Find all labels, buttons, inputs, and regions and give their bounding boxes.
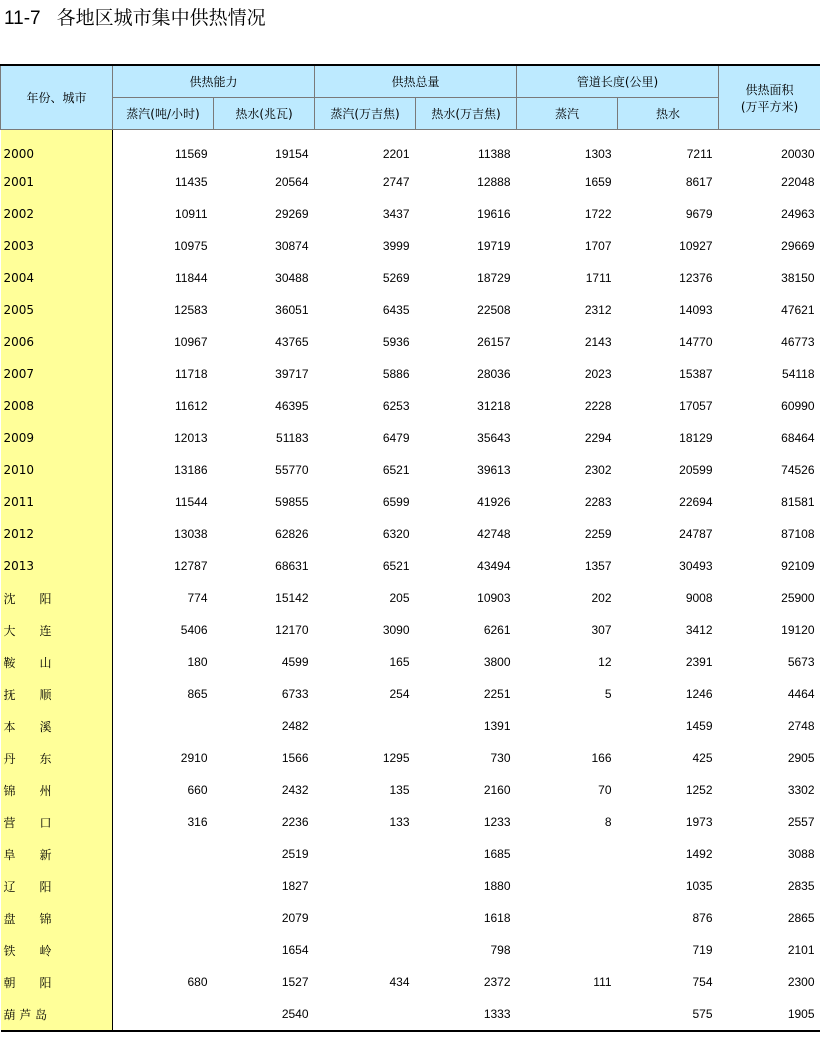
table-cell: 20564: [275, 175, 309, 189]
row-label: 2004: [1, 262, 113, 294]
table-cell: 133: [389, 815, 410, 829]
table-cell: 2905: [787, 751, 815, 765]
table-row: [1, 902, 820, 934]
table-cell: 24963: [781, 207, 815, 221]
table-row: [1, 390, 820, 422]
table-row: [1, 130, 820, 167]
table-cell: 307: [591, 623, 612, 637]
table-cell: 12376: [679, 271, 713, 285]
table-cell: 39717: [275, 367, 309, 381]
table-cell: 68464: [781, 431, 815, 445]
table-cell: 316: [187, 815, 208, 829]
table-cell: 254: [389, 687, 410, 701]
table-cell: 11844: [175, 271, 208, 285]
row-label: 丹 东: [1, 742, 113, 774]
table-row: [1, 742, 820, 774]
table-cell: 10927: [679, 239, 713, 253]
table-cell: 43494: [477, 559, 511, 573]
table-row: [1, 870, 820, 902]
table-cell: 2236: [281, 815, 309, 829]
table-cell: [517, 838, 618, 870]
table-row: [1, 838, 820, 870]
table-cell: 2101: [787, 943, 815, 957]
table-row: [1, 550, 820, 582]
table-cell: 12583: [174, 303, 208, 317]
table-cell: 38150: [781, 271, 815, 285]
table-cell: 1973: [685, 815, 713, 829]
table-cell: 6733: [281, 687, 309, 701]
table-cell: 6521: [382, 463, 410, 477]
table-cell: 1905: [719, 998, 820, 1031]
table-cell: 28036: [477, 367, 511, 381]
table-cell: 8617: [685, 175, 713, 189]
table-cell: 42748: [477, 527, 511, 541]
table-cell: 1295: [382, 751, 410, 765]
table-cell: 2312: [584, 303, 612, 317]
table-cell: 2865: [787, 911, 815, 925]
table-cell: 7211: [686, 147, 713, 161]
table-cell: [517, 934, 618, 966]
table-cell: 6261: [483, 623, 511, 637]
table-cell: 29669: [781, 239, 815, 253]
table-cell: 2201: [382, 147, 410, 161]
table-row: [1, 230, 820, 262]
table-cell: 2910: [180, 751, 208, 765]
table-cell: [517, 710, 618, 742]
row-label: 2008: [1, 390, 113, 422]
table-cell: 9008: [685, 591, 713, 605]
table-body: [1, 130, 820, 1032]
table-cell: 2300: [787, 975, 815, 989]
table-row: [1, 710, 820, 742]
table-row: [1, 774, 820, 806]
table-cell: 11569: [175, 147, 208, 161]
row-label: 2001: [1, 166, 113, 198]
table-cell: 2294: [584, 431, 612, 445]
table-cell: 30493: [679, 559, 713, 573]
table-cell: [517, 998, 618, 1031]
table-cell: 2259: [584, 527, 612, 541]
table-cell: 1459: [685, 719, 713, 733]
table-cell: [315, 838, 416, 870]
table-row: [1, 422, 820, 454]
header-water-capacity: 热水(兆瓦): [214, 98, 315, 130]
table-cell: 51183: [276, 431, 309, 445]
table-cell: 6599: [382, 495, 410, 509]
table-row: [1, 454, 820, 486]
table-cell: 10975: [174, 239, 208, 253]
table-row: [1, 166, 820, 198]
table-cell: 62826: [275, 527, 309, 541]
table-cell: 1527: [281, 975, 309, 989]
row-label: 大 连: [1, 614, 113, 646]
table-cell: 1880: [483, 879, 511, 893]
table-row: [1, 198, 820, 230]
table-cell: 92109: [781, 559, 815, 573]
table-cell: 87108: [781, 527, 815, 541]
table-cell: 2251: [483, 687, 511, 701]
table-cell: 14093: [679, 303, 713, 317]
table-cell: [517, 902, 618, 934]
table-cell: 2482: [281, 719, 309, 733]
table-cell: 2540: [214, 998, 315, 1031]
table-cell: 1391: [483, 719, 511, 733]
table-cell: [315, 870, 416, 902]
table-cell: 54118: [782, 367, 815, 381]
table-cell: 165: [389, 655, 410, 669]
table-cell: 55770: [275, 463, 309, 477]
row-label: 2006: [1, 326, 113, 358]
row-label: 2003: [1, 230, 113, 262]
table-cell: 11388: [478, 147, 511, 161]
table-cell: 205: [389, 591, 410, 605]
table-row: [1, 966, 820, 998]
table-cell: 30488: [275, 271, 309, 285]
table-cell: [517, 870, 618, 902]
table-cell: 12787: [174, 559, 208, 573]
table-cell: 2079: [281, 911, 309, 925]
table-cell: 6479: [382, 431, 410, 445]
table-cell: [315, 710, 416, 742]
header-steam-total: 蒸汽(万吉焦): [315, 98, 416, 130]
table-cell: 1711: [585, 271, 612, 285]
header-water-total: 热水(万吉焦): [416, 98, 517, 130]
table-cell: 30874: [275, 239, 309, 253]
table-cell: 11612: [175, 399, 208, 413]
table-cell: 22508: [477, 303, 511, 317]
table-cell: 1492: [685, 847, 713, 861]
table-cell: 135: [389, 783, 410, 797]
row-label: 盘 锦: [1, 902, 113, 934]
table-cell: 11718: [175, 367, 208, 381]
table-cell: 19154: [275, 147, 309, 161]
table-cell: 46773: [781, 335, 815, 349]
table-cell: 8: [604, 815, 612, 829]
table-cell: 19719: [477, 239, 511, 253]
header-area-line1: 供热面积: [745, 82, 794, 97]
table-cell: [315, 934, 416, 966]
table-row: [1, 582, 820, 614]
table-cell: 59855: [275, 495, 309, 509]
table-cell: 18129: [679, 431, 713, 445]
table-cell: 660: [187, 783, 208, 797]
table-cell: 5406: [180, 623, 208, 637]
table-cell: [113, 902, 214, 934]
table-cell: 1659: [584, 175, 612, 189]
table-cell: 17057: [679, 399, 713, 413]
table-cell: 24787: [679, 527, 713, 541]
table-row: [1, 518, 820, 550]
table-cell: 14770: [679, 335, 713, 349]
table-cell: 5886: [382, 367, 410, 381]
table-cell: 22048: [781, 175, 815, 189]
table-cell: 81581: [781, 495, 815, 509]
table-cell: 10967: [174, 335, 208, 349]
table-cell: 19120: [781, 623, 815, 637]
table-cell: 202: [591, 591, 612, 605]
header-steam-pipe: 蒸汽: [517, 98, 618, 130]
table-cell: 41926: [477, 495, 511, 509]
table-cell: 3088: [787, 847, 815, 861]
table-cell: 74526: [781, 463, 815, 477]
table-cell: 43765: [275, 335, 309, 349]
row-label: 2011: [1, 486, 113, 518]
header-total: 供热总量: [315, 65, 517, 98]
table-cell: [113, 710, 214, 742]
table-cell: 13038: [174, 527, 208, 541]
row-label: 2005: [1, 294, 113, 326]
table-cell: [315, 998, 416, 1031]
table-cell: 12888: [477, 175, 511, 189]
table-cell: 9679: [685, 207, 713, 221]
table-cell: 15387: [679, 367, 713, 381]
table-cell: 35643: [477, 431, 511, 445]
row-label: 葫 芦 岛: [1, 998, 113, 1031]
table-cell: 3999: [382, 239, 410, 253]
table-cell: 47621: [781, 303, 815, 317]
table-cell: 19616: [477, 207, 511, 221]
table-cell: 5936: [382, 335, 410, 349]
table-cell: 1707: [584, 239, 612, 253]
table-row: [1, 358, 820, 390]
header-row-label: 年份、城市: [1, 65, 113, 130]
table-cell: 25900: [781, 591, 815, 605]
table-cell: 11435: [175, 175, 208, 189]
table-cell: 39613: [477, 463, 511, 477]
table-cell: 754: [692, 975, 713, 989]
row-label: 抚 顺: [1, 678, 113, 710]
table-cell: 3412: [685, 623, 713, 637]
table-cell: 2160: [483, 783, 511, 797]
table-cell: 2835: [787, 879, 815, 893]
table-cell: 1722: [584, 207, 612, 221]
table-cell: 4599: [281, 655, 309, 669]
table-row: [1, 614, 820, 646]
header-capacity: 供热能力: [113, 65, 315, 98]
table-cell: 1233: [483, 815, 511, 829]
row-label: 辽 阳: [1, 870, 113, 902]
table-cell: 434: [389, 975, 410, 989]
table-cell: 719: [692, 943, 713, 957]
table-cell: 2519: [281, 847, 309, 861]
table-cell: 60990: [781, 399, 815, 413]
table-cell: 68631: [275, 559, 309, 573]
header-area-line2: (万平方米): [740, 99, 799, 114]
table-row: [1, 646, 820, 678]
table-cell: 1035: [685, 879, 713, 893]
table-cell: 3090: [382, 623, 410, 637]
table-cell: 2283: [584, 495, 612, 509]
table-cell: 2391: [685, 655, 713, 669]
table-row: [1, 326, 820, 358]
table-cell: 1827: [281, 879, 309, 893]
table-cell: 575: [618, 998, 719, 1031]
table-cell: 425: [692, 751, 713, 765]
table-cell: 876: [692, 911, 713, 925]
table-cell: 18729: [477, 271, 511, 285]
table-header: [1, 65, 820, 130]
table-cell: 1357: [584, 559, 612, 573]
table-cell: [113, 934, 214, 966]
table-cell: 22694: [679, 495, 713, 509]
row-label: 2007: [1, 358, 113, 390]
table-cell: [113, 838, 214, 870]
row-label: 朝 阳: [1, 966, 113, 998]
table-row: [1, 486, 820, 518]
table-cell: 2302: [584, 463, 612, 477]
table-cell: 3800: [483, 655, 511, 669]
heating-table: [0, 64, 820, 1032]
table-cell: 4464: [787, 687, 815, 701]
table-cell: 46395: [275, 399, 309, 413]
table-cell: 2557: [787, 815, 815, 829]
table-cell: 6521: [382, 559, 410, 573]
table-cell: 2228: [584, 399, 612, 413]
table-row: [1, 262, 820, 294]
row-label: 2000: [1, 130, 113, 167]
table-cell: 26157: [477, 335, 511, 349]
row-label: 2002: [1, 198, 113, 230]
row-label: 铁 岭: [1, 934, 113, 966]
table-cell: 5673: [787, 655, 815, 669]
table-cell: 31218: [477, 399, 511, 413]
table-cell: 11544: [175, 495, 208, 509]
table-cell: 730: [490, 751, 511, 765]
table-cell: 20030: [781, 147, 815, 161]
table-row: [1, 678, 820, 710]
table-cell: 1246: [685, 687, 713, 701]
table-cell: 1566: [281, 751, 309, 765]
header-steam-capacity: 蒸汽(吨/小时): [113, 98, 214, 130]
row-label: 营 口: [1, 806, 113, 838]
header-area: [719, 65, 820, 130]
table-cell: 1333: [416, 998, 517, 1031]
table-cell: 6253: [382, 399, 410, 413]
table-cell: 2023: [584, 367, 612, 381]
row-label: 本 溪: [1, 710, 113, 742]
page-title: [4, 6, 266, 31]
table-cell: [113, 998, 214, 1031]
table-cell: 680: [187, 975, 208, 989]
table-cell: 2372: [483, 975, 511, 989]
table-row: [1, 934, 820, 966]
table-cell: [113, 870, 214, 902]
table-row: [1, 294, 820, 326]
table-cell: 5269: [382, 271, 410, 285]
table-cell: 2143: [584, 335, 612, 349]
row-label: 2012: [1, 518, 113, 550]
table-cell: 29269: [275, 207, 309, 221]
table-cell: 70: [598, 783, 612, 797]
table-cell: 1303: [584, 147, 612, 161]
table-cell: 12170: [275, 623, 309, 637]
row-label: 2009: [1, 422, 113, 454]
table-cell: 3302: [787, 783, 815, 797]
table-cell: 10903: [477, 591, 511, 605]
table-cell: 15142: [275, 591, 309, 605]
table-cell: 2747: [382, 175, 410, 189]
table-cell: 111: [593, 975, 612, 989]
table-cell: 10911: [175, 207, 208, 221]
row-label: 沈 阳: [1, 582, 113, 614]
table-cell: 1252: [685, 783, 713, 797]
table-cell: 798: [490, 943, 511, 957]
table-cell: 774: [187, 591, 208, 605]
table-cell: 865: [187, 687, 208, 701]
table-cell: 20599: [679, 463, 713, 477]
table-cell: [315, 902, 416, 934]
table-number: 11-7: [4, 8, 41, 29]
header-pipe: 管道长度(公里): [517, 65, 719, 98]
header-water-pipe: 热水: [618, 98, 719, 130]
row-label: 锦 州: [1, 774, 113, 806]
row-label: 2013: [1, 550, 113, 582]
table-cell: 36051: [275, 303, 309, 317]
table-cell: 1685: [483, 847, 511, 861]
table-cell: 6320: [382, 527, 410, 541]
table-row: [1, 806, 820, 838]
table-cell: 166: [591, 751, 612, 765]
table-cell: 1654: [281, 943, 309, 957]
table-cell: 2748: [787, 719, 815, 733]
table-cell: 12013: [174, 431, 208, 445]
row-label: 阜 新: [1, 838, 113, 870]
table-cell: 6435: [382, 303, 410, 317]
table-title: 各地区城市集中供热情况: [56, 7, 266, 29]
table-cell: 2432: [281, 783, 309, 797]
table-cell: 13186: [174, 463, 208, 477]
row-label: 2010: [1, 454, 113, 486]
table-cell: 1618: [483, 911, 511, 925]
row-label: 鞍 山: [1, 646, 113, 678]
table-cell: 12: [598, 655, 612, 669]
table-cell: 5: [604, 687, 612, 701]
table-row: [1, 998, 820, 1031]
table-cell: 3437: [382, 207, 410, 221]
table-cell: 180: [187, 655, 208, 669]
